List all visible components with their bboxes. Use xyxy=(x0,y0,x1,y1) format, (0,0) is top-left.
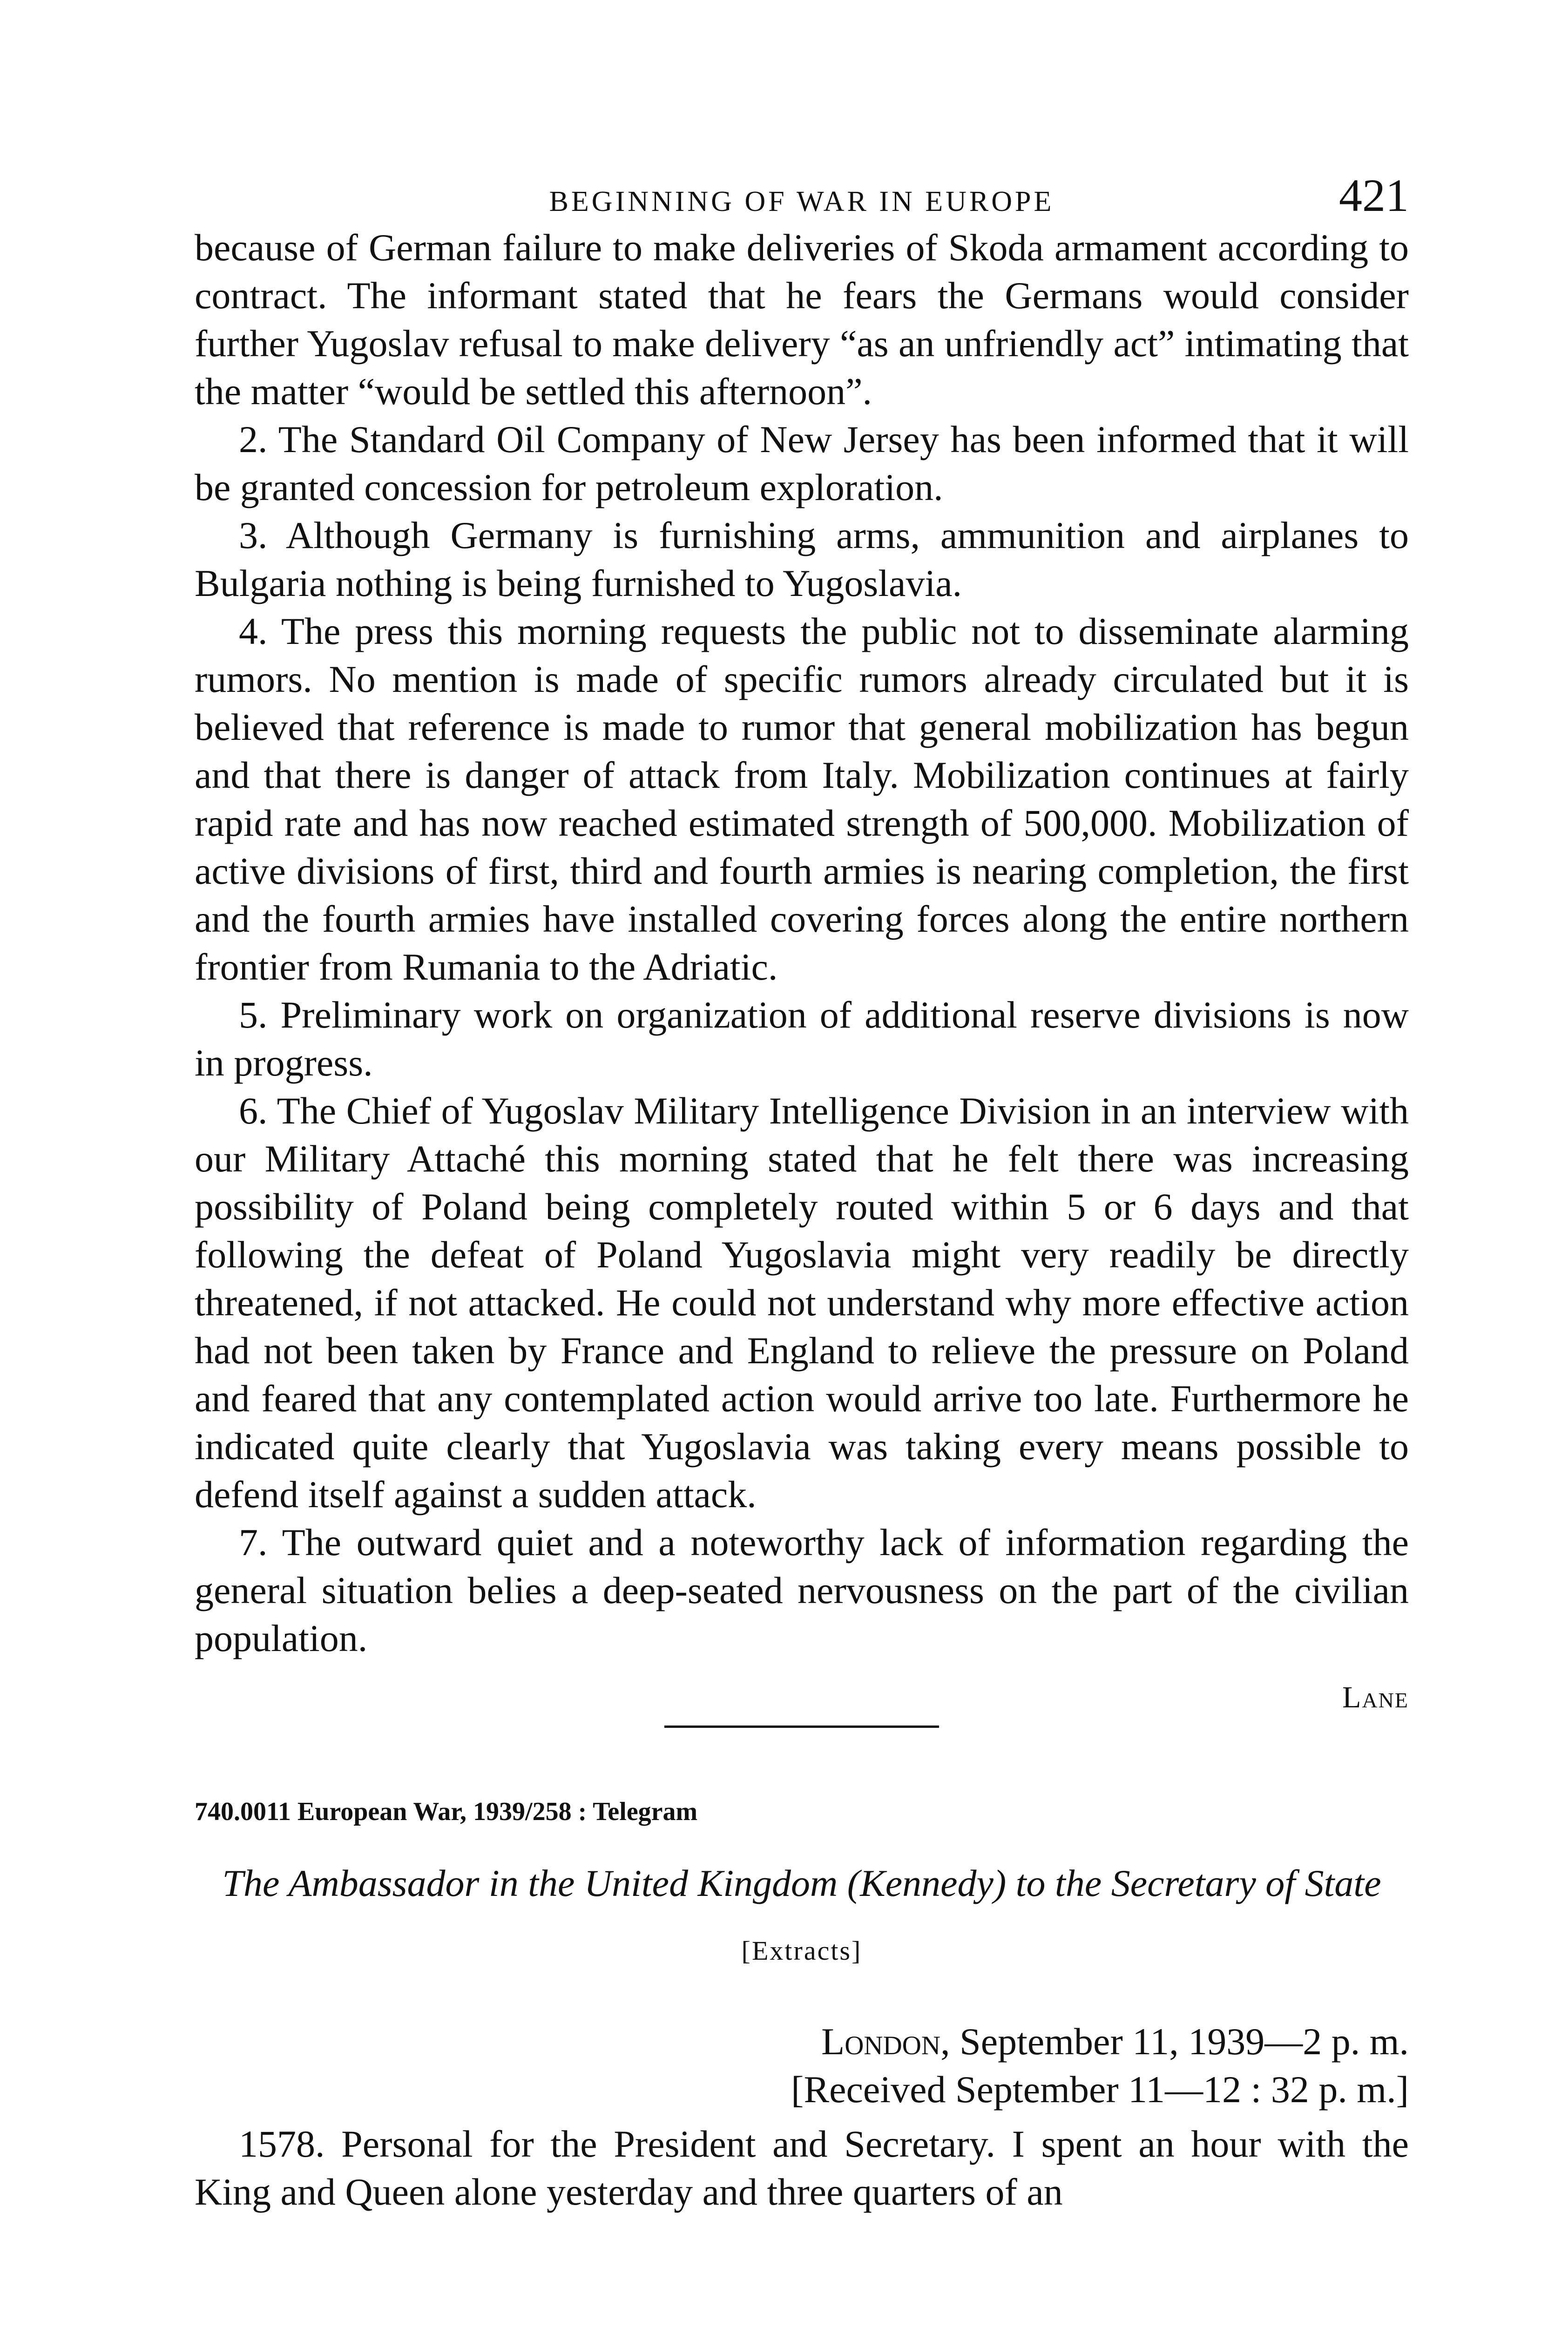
dateline-date: , September 11, 1939—2 p. m. xyxy=(940,2020,1409,2063)
extracts-label: [Extracts] xyxy=(741,1935,862,1966)
paragraph-item-5: 5. Preliminary work on organization of additional reserve divisions is now in progress. xyxy=(195,994,1409,1084)
document-title: The Ambassador in the United Kingdom (Kennedy) to the Secretary of State xyxy=(222,1862,1381,1904)
running-title: BEGINNING OF WAR IN EUROPE xyxy=(549,186,1054,217)
page-number: 421 xyxy=(1339,169,1409,221)
file-reference: 740.0011 European War, 1939/258 : Telegram xyxy=(195,1797,698,1826)
dateline-sent xyxy=(195,2017,1409,2065)
paragraph-item-6: 6. The Chief of Yugoslav Military Intelligence Division in an interview with our Military Attaché this morning stated that he felt there was increasing possibility of Poland being completely routed within 5 or 6 days and that following the defeat of Poland Yugoslavia might very readily be directly threatened, if not attacked. He could not understand why more effective action had not been taken by France and England to relieve the pressure on Poland and feared that any contemplated action would arrive too late. Furthermore he indicated quite clearly that Yugoslavia was taking every means possible to defend itself against a sudden attack. xyxy=(195,1090,1409,1516)
paragraph-item-2: 2. The Standard Oil Company of New Jersey has been informed that it will be granted concession for petroleum exploration. xyxy=(195,418,1409,508)
section-divider xyxy=(664,1726,939,1728)
paragraph-item-7: 7. The outward quiet and a noteworthy lack of information regarding the general situation belies a deep-seated nervousness on the part of the civilian population. xyxy=(195,1521,1409,1659)
paragraph-continuation: because of German failure to make deliveries of Skoda armament according to contract. The informant stated that he fears the Germans would consider further Yugoslav refusal to make delivery “as an unfriendly act” intimating that the matter “would be settled this afternoon”. xyxy=(195,226,1409,413)
dateline-place: London xyxy=(821,2020,941,2063)
telegram-body xyxy=(195,223,1409,1662)
next-telegram-body xyxy=(195,2120,1409,2216)
signature: Lane xyxy=(1342,1680,1409,1714)
paragraph-opening: 1578. Personal for the President and Secretary. I spent an hour with the King and Queen alone yesterday and three quarters of an xyxy=(195,2123,1409,2213)
paragraph-item-3: 3. Although Germany is furnishing arms, ammunition and airplanes to Bulgaria nothing is being furnished to Yugoslavia. xyxy=(195,514,1409,604)
dateline xyxy=(195,2017,1409,2113)
document-page xyxy=(195,169,1409,2216)
paragraph-item-4: 4. The press this morning requests the public not to disseminate alarming rumors. No mention is made of specific rumors already circulated but it is believed that reference is made to rumor that general mobilization has begun and that there is danger of attack from Italy. Mobilization continues at fairly rapid rate and has now reached estimated strength of 500,000. Mobilization of active divisions of first, third and fourth armies is nearing completion, the first and the fourth armies have installed covering forces along the entire northern frontier from Rumania to the Adriatic. xyxy=(195,610,1409,988)
running-header xyxy=(195,169,1409,223)
dateline-received: [Received September 11—12 : 32 p. m.] xyxy=(791,2068,1409,2111)
